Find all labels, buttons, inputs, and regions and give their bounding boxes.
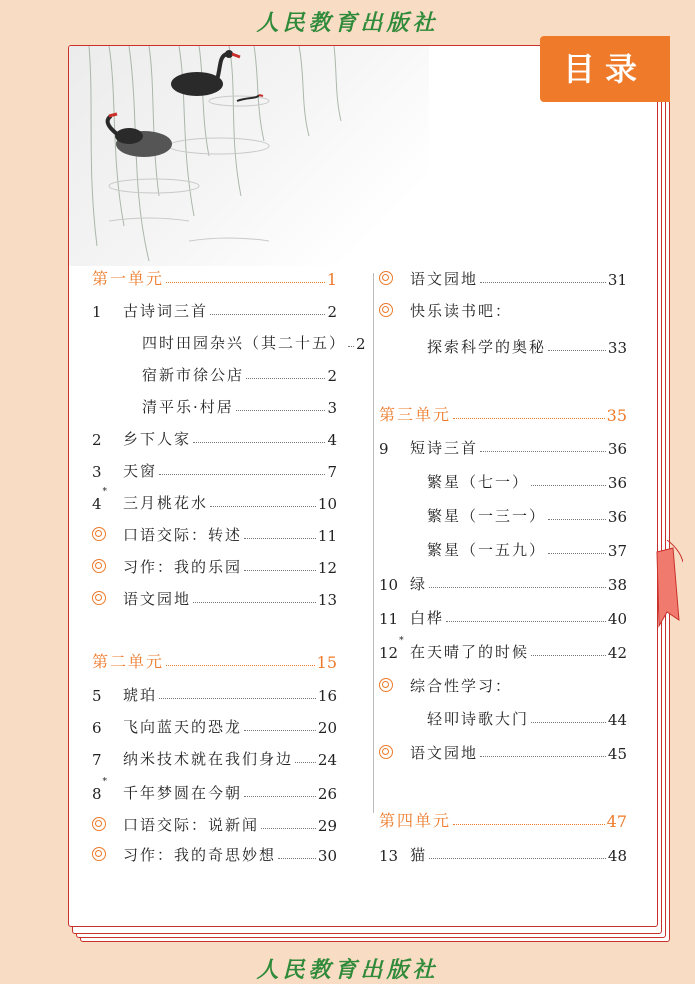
toc-entry[interactable] bbox=[92, 521, 337, 545]
toc-page-number: 48 bbox=[607, 847, 627, 865]
lesson-number: 10 bbox=[379, 576, 399, 594]
leader-dots bbox=[193, 442, 325, 443]
toc-entry[interactable] bbox=[379, 739, 627, 763]
toc-page-number: 40 bbox=[607, 610, 627, 628]
leader-dots bbox=[429, 858, 606, 859]
toc-page-number: 44 bbox=[607, 711, 627, 729]
lesson-number: 7 bbox=[92, 751, 102, 769]
toc-entry-label: 口语交际：说新闻 bbox=[123, 816, 260, 834]
optional-lesson-star: * bbox=[102, 777, 108, 787]
toc-entry[interactable] bbox=[92, 457, 337, 481]
toc-entry[interactable] bbox=[379, 672, 627, 696]
leader-dots bbox=[531, 485, 606, 486]
toc-page-number: 3 bbox=[327, 399, 337, 417]
lesson-number: 8* bbox=[92, 777, 108, 803]
toc-entry-label: 在天晴了的时候 bbox=[410, 643, 530, 661]
toc-page-number: 36 bbox=[607, 474, 627, 492]
leader-dots bbox=[236, 410, 326, 411]
leader-dots bbox=[348, 346, 354, 347]
leader-dots bbox=[246, 378, 325, 379]
leader-dots bbox=[295, 762, 316, 763]
leader-dots bbox=[210, 314, 325, 315]
bookmark-icon bbox=[653, 540, 683, 630]
toc-page-number: 38 bbox=[607, 576, 627, 594]
toc-entry[interactable] bbox=[427, 468, 627, 492]
toc-entry[interactable] bbox=[92, 585, 337, 609]
leader-dots bbox=[446, 621, 606, 622]
leader-dots bbox=[166, 665, 315, 666]
toc-entry-label: 语文园地 bbox=[410, 270, 479, 288]
toc-entry[interactable] bbox=[92, 489, 337, 513]
toc-entry-label: 飞向蓝天的恐龙 bbox=[123, 718, 243, 736]
leader-dots bbox=[429, 587, 606, 588]
toc-entry[interactable] bbox=[92, 841, 337, 865]
double-circle-bullet-icon bbox=[92, 591, 106, 605]
toc-entry[interactable] bbox=[379, 638, 627, 662]
toc-entry-label: 繁星（七一） bbox=[427, 473, 530, 491]
toc-page-number: 37 bbox=[607, 542, 627, 560]
toc-entry-label: 乡下人家 bbox=[123, 430, 192, 448]
leader-dots bbox=[278, 858, 316, 859]
lesson-number: 3 bbox=[92, 463, 102, 481]
toc-entry-label: 千年梦圆在今朝 bbox=[123, 784, 243, 802]
double-circle-bullet-icon bbox=[379, 303, 393, 317]
toc-entry[interactable] bbox=[92, 681, 337, 705]
toc-entry-label: 古诗词三首 bbox=[123, 302, 209, 320]
double-circle-bullet-icon bbox=[92, 847, 106, 861]
leader-dots bbox=[244, 730, 316, 731]
toc-entry[interactable] bbox=[427, 536, 627, 560]
leader-dots bbox=[453, 418, 605, 419]
toc-page-number: 24 bbox=[317, 751, 337, 769]
toc-entry-label: 白桦 bbox=[410, 609, 445, 627]
toc-page-number: 10 bbox=[317, 495, 337, 513]
toc-page-number: 20 bbox=[317, 719, 337, 737]
lesson-number: 12* bbox=[379, 636, 404, 662]
toc-page-number: 15 bbox=[316, 653, 337, 672]
leader-dots bbox=[193, 602, 316, 603]
black-swans-painting-icon bbox=[69, 46, 429, 266]
toc-page-number: 12 bbox=[317, 559, 337, 577]
toc-page-number: 26 bbox=[317, 785, 337, 803]
toc-unit-heading[interactable] bbox=[92, 265, 337, 289]
double-circle-bullet-icon bbox=[92, 817, 106, 831]
toc-page-number: 36 bbox=[607, 508, 627, 526]
leader-dots bbox=[166, 282, 325, 283]
toc-entry[interactable] bbox=[92, 553, 337, 577]
toc-entry[interactable] bbox=[92, 713, 337, 737]
toc-entry-label: 繁星（一三一） bbox=[427, 507, 547, 525]
toc-entry[interactable] bbox=[92, 745, 337, 769]
toc-entry-label: 三月桃花水 bbox=[123, 494, 209, 512]
toc-entry-label: 绿 bbox=[410, 575, 428, 593]
toc-entry-label: 习作：我的奇思妙想 bbox=[123, 846, 277, 864]
toc-entry-label: 猫 bbox=[410, 846, 428, 864]
double-circle-bullet-icon bbox=[92, 559, 106, 573]
toc-entry-label: 综合性学习： bbox=[410, 677, 513, 695]
toc-entry-label: 语文园地 bbox=[123, 590, 192, 608]
toc-page-number: 2 bbox=[327, 367, 337, 385]
toc-entry-label: 繁星（一五九） bbox=[427, 541, 547, 559]
toc-entry[interactable] bbox=[379, 841, 627, 865]
leader-dots bbox=[480, 451, 606, 452]
toc-entry[interactable] bbox=[92, 297, 337, 321]
publisher-logo-bottom: 人民教育出版社 bbox=[256, 957, 439, 983]
leader-dots bbox=[244, 796, 316, 797]
toc-unit-heading[interactable] bbox=[379, 401, 627, 425]
toc-page-number: 13 bbox=[317, 591, 337, 609]
leader-dots bbox=[453, 824, 605, 825]
leader-dots bbox=[159, 474, 325, 475]
toc-page-number: 42 bbox=[607, 644, 627, 662]
toc-page-number: 47 bbox=[606, 812, 627, 831]
toc-entry-label: 轻叩诗歌大门 bbox=[427, 710, 530, 728]
toc-entry[interactable] bbox=[379, 297, 627, 321]
double-circle-bullet-icon bbox=[379, 745, 393, 759]
leader-dots bbox=[244, 538, 316, 539]
lesson-number: 6 bbox=[92, 719, 102, 737]
optional-lesson-star: * bbox=[102, 487, 108, 497]
lesson-number: 9 bbox=[379, 440, 389, 458]
toc-unit-heading[interactable] bbox=[92, 648, 337, 672]
leader-dots bbox=[480, 756, 606, 757]
toc-entry-label: 宿新市徐公店 bbox=[142, 366, 245, 384]
toc-page-number: 29 bbox=[317, 817, 337, 835]
toc-entry-label: 语文园地 bbox=[410, 744, 479, 762]
leader-dots bbox=[480, 282, 606, 283]
toc-entry[interactable] bbox=[427, 502, 627, 526]
double-circle-bullet-icon bbox=[379, 678, 393, 692]
toc-entry[interactable] bbox=[92, 779, 337, 803]
leader-dots bbox=[159, 698, 316, 699]
toc-entry[interactable] bbox=[142, 329, 366, 353]
toc-entry[interactable] bbox=[427, 705, 627, 729]
toc-entry[interactable] bbox=[427, 333, 627, 357]
toc-page-number: 33 bbox=[607, 339, 627, 357]
toc-entry-label: 习作：我的乐园 bbox=[123, 558, 243, 576]
toc-page-number: 36 bbox=[607, 440, 627, 458]
toc-page-number: 16 bbox=[317, 687, 337, 705]
toc-page-number: 2 bbox=[356, 335, 366, 353]
toc-entry-label: 探索科学的奥秘 bbox=[427, 338, 547, 356]
publisher-logo-top: 人民教育出版社 bbox=[256, 10, 439, 36]
toc-page-number: 7 bbox=[327, 463, 337, 481]
double-circle-bullet-icon bbox=[379, 271, 393, 285]
lesson-number: 2 bbox=[92, 431, 102, 449]
toc-entry[interactable] bbox=[92, 425, 337, 449]
leader-dots bbox=[261, 828, 316, 829]
lesson-number: 11 bbox=[379, 610, 399, 628]
toc-page-number: 1 bbox=[326, 270, 337, 289]
leader-dots bbox=[548, 350, 606, 351]
toc-page-number: 30 bbox=[317, 847, 337, 865]
toc-entry-label: 纳米技术就在我们身边 bbox=[123, 750, 294, 768]
leader-dots bbox=[244, 570, 316, 571]
toc-page-number: 2 bbox=[327, 303, 337, 321]
toc-entry-label: 天窗 bbox=[123, 462, 158, 480]
toc-page-number: 4 bbox=[327, 431, 337, 449]
toc-entry-label: 快乐读书吧： bbox=[410, 302, 513, 320]
toc-title-tab bbox=[540, 36, 670, 102]
leader-dots bbox=[548, 553, 606, 554]
toc-entry-label: 琥珀 bbox=[123, 686, 158, 704]
toc-entry-label: 四时田园杂兴（其二十五） bbox=[142, 334, 347, 352]
lesson-number: 5 bbox=[92, 687, 102, 705]
toc-entry[interactable] bbox=[142, 361, 337, 385]
toc-entry[interactable] bbox=[142, 393, 337, 417]
toc-page-number: 11 bbox=[317, 527, 337, 545]
lesson-number: 4* bbox=[92, 487, 108, 513]
column-divider bbox=[373, 273, 374, 813]
leader-dots bbox=[210, 506, 316, 507]
lesson-number: 1 bbox=[92, 303, 102, 321]
toc-entry-label: 短诗三首 bbox=[410, 439, 479, 457]
toc-entry[interactable] bbox=[92, 811, 337, 835]
leader-dots bbox=[548, 519, 606, 520]
toc-entry-label: 第二单元 bbox=[92, 652, 165, 671]
toc-entry-label: 清平乐·村居 bbox=[142, 398, 234, 416]
leader-dots bbox=[531, 722, 606, 723]
toc-page-number: 45 bbox=[607, 745, 627, 763]
toc-entry-label: 第一单元 bbox=[92, 269, 165, 288]
lesson-number: 13 bbox=[379, 847, 399, 865]
double-circle-bullet-icon bbox=[92, 527, 106, 541]
page-title: 目录 bbox=[562, 50, 647, 88]
toc-unit-heading[interactable] bbox=[379, 807, 627, 831]
toc-page-number: 35 bbox=[606, 406, 627, 425]
toc-entry[interactable] bbox=[379, 434, 627, 458]
leader-dots bbox=[531, 655, 606, 656]
optional-lesson-star: * bbox=[399, 636, 404, 646]
toc-page-number: 31 bbox=[607, 271, 627, 289]
toc-entry-label: 第四单元 bbox=[379, 811, 452, 830]
toc-entry-label: 口语交际：转述 bbox=[123, 526, 243, 544]
toc-entry[interactable] bbox=[379, 570, 627, 594]
toc-entry[interactable] bbox=[379, 604, 627, 628]
toc-entry-label: 第三单元 bbox=[379, 405, 452, 424]
toc-entry[interactable] bbox=[379, 265, 627, 289]
